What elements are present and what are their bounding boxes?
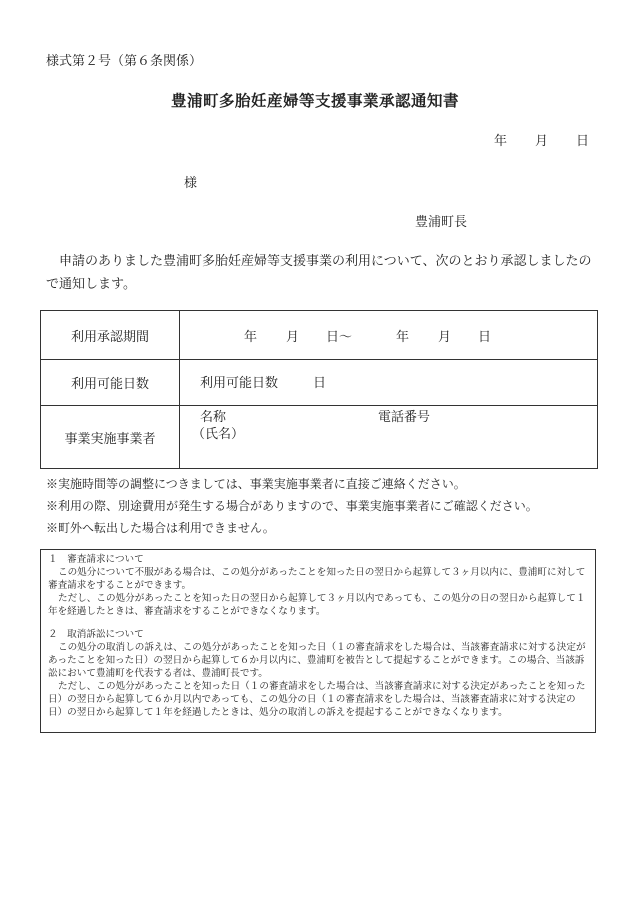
note-1: ※実施時間等の調整につきましては、事業実施事業者に直接ご連絡ください。 <box>46 477 466 491</box>
document-title: 豊浦町多胎妊産婦等支援事業承認通知書 <box>170 91 459 110</box>
approval-table <box>40 310 598 469</box>
period-month2: 月 <box>438 330 452 345</box>
issuer: 豊浦町長 <box>415 215 468 230</box>
days-prefix: 利用可能日数 <box>200 376 279 391</box>
days-unit: 日 <box>313 376 327 391</box>
period-year1: 年 <box>244 330 258 345</box>
legal-section2-p2: ただし、この処分があったことを知った日（１の審査請求をした場合は、当該審査請求に対する決定があったことを知った日）の翌日から起算して６か月以内であっても、この処分の日（１の審査請求をした場合は、当該審査請求に対する決定の日）の翌日から起算して１年を経過したときは、処分の取消しの訴えを提起することができなくなります。 <box>48 681 586 718</box>
form-number: 様式第２号（第６条関係） <box>46 54 203 69</box>
table-row <box>41 360 598 406</box>
period-day1: 日～ <box>326 330 353 345</box>
provider-phone: 電話番号 <box>378 410 431 425</box>
period-value <box>180 311 598 360</box>
note-2: ※利用の際、別途費用が発生する場合がありますので、事業実施事業者にご確認ください。 <box>46 499 538 513</box>
date-year: 年 <box>494 134 508 149</box>
provider-value <box>180 406 598 469</box>
legal-notice-box <box>40 549 596 733</box>
table-row <box>41 406 598 469</box>
addressee: 様 <box>184 176 198 191</box>
provider-name-sub: （氏名） <box>192 427 245 442</box>
provider-name: 名称 <box>200 410 227 425</box>
period-year2: 年 <box>396 330 410 345</box>
table-row <box>41 311 598 360</box>
provider-label: 事業実施事業者 <box>41 406 180 469</box>
note-3: ※町外へ転出した場合は利用できません。 <box>46 521 275 535</box>
body-text: 申請のありました豊浦町多胎妊産婦等支援事業の利用について、次のとおり承認しましたので通知します。 <box>46 254 592 292</box>
legal-section1-p2: ただし、この処分があったことを知った日の翌日から起算して３ヶ月以内であっても、この処分の日の翌日から起算して１年を経過したときは、審査請求をすることができなくなります。 <box>48 593 586 617</box>
period-day2: 日 <box>478 330 492 345</box>
period-label: 利用承認期間 <box>41 311 180 360</box>
issue-date <box>494 130 589 149</box>
legal-section1-p1: この処分について不服がある場合は、この処分があったことを知った日の翌日から起算して３ヶ月以内に、豊浦町に対して審査請求をすることができます。 <box>48 567 586 591</box>
date-month: 月 <box>535 134 549 149</box>
days-value <box>180 360 598 406</box>
date-day: 日 <box>576 134 590 149</box>
legal-section2-title: ２ 取消訴訟について <box>48 629 144 640</box>
legal-section2-p1: この処分の取消しの訴えは、この処分があったことを知った日（１の審査請求をした場合は、当該審査請求に対する決定があったことを知った日）の翌日から起算して６か月以内に、豊浦町を被告として提起することができます。この場合、当該訴訟において豊浦町を代表する者は、豊浦町長です。 <box>48 642 586 679</box>
period-month1: 月 <box>286 330 300 345</box>
legal-section1-title: １ 審査請求について <box>48 554 144 565</box>
days-label: 利用可能日数 <box>41 360 180 406</box>
